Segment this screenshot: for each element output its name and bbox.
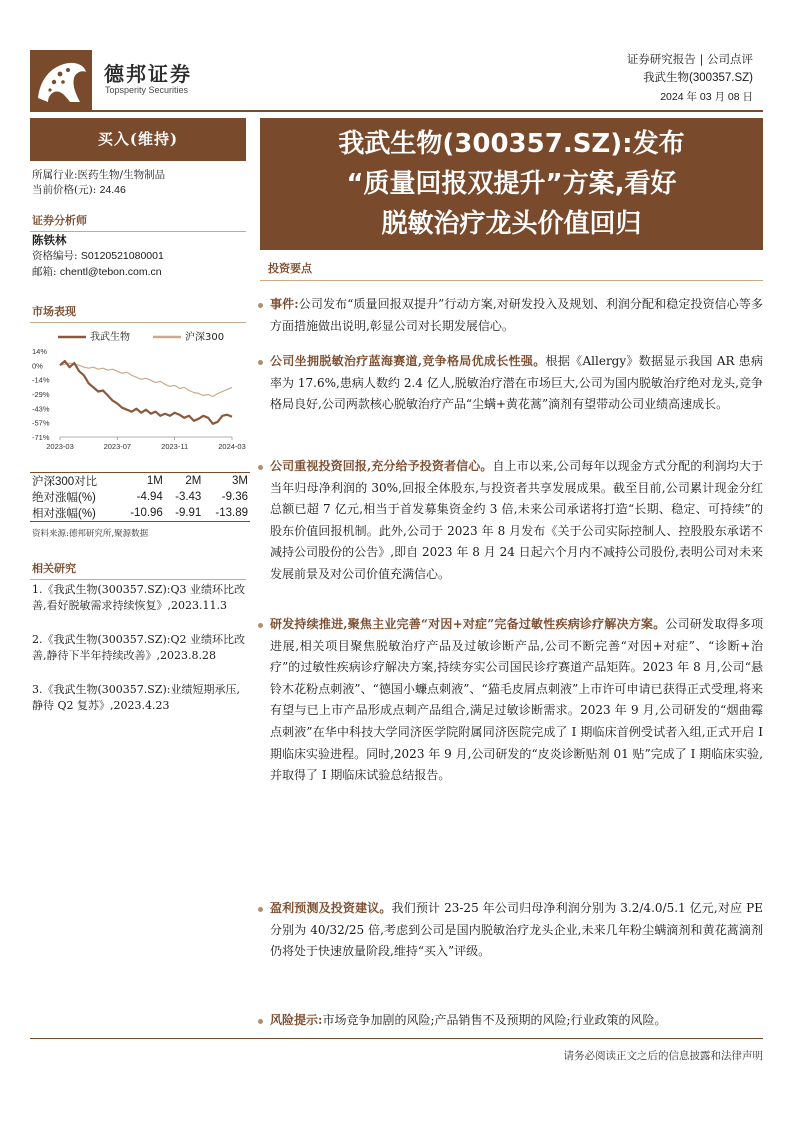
table-cell: 相对涨幅(%) <box>30 505 118 522</box>
table-cell: 绝对涨幅(%) <box>32 492 96 504</box>
legend-label: 沪深300 <box>185 332 225 343</box>
cert-value: S0120521080001 <box>80 250 164 262</box>
table-cell: -9.36 <box>221 491 248 503</box>
x-tick-label: 2023-11 <box>161 442 189 451</box>
related-report-link[interactable]: 1.《我武生物(300357.SZ):Q3 业绩环比改善,看好脱敏需求持续恢复》,2023.11.3 <box>32 583 245 612</box>
y-tick-label: -14% <box>32 375 50 385</box>
email-link[interactable]: chentl@tebon.com.cn <box>59 266 162 278</box>
y-tick-label: -29% <box>32 390 50 399</box>
report-title <box>260 118 763 250</box>
performance-table <box>30 472 250 522</box>
point-body: 我们预计 23-25 年公司归母净利润分别为 3.2/4.0/5.1 亿元,对应 PE 分别为 40/32/25 倍,考虑到公司是国内脱敏治疗龙头企业,未来几年粉尘螨滴剂和黄花蒿滴剂仍将处于快速放量阶段,维持“买入”评级。 <box>270 901 763 959</box>
related-section-title: 相关研究 <box>30 560 246 580</box>
point-heading: 公司重视投资回报,充分给予投资者信心。 <box>270 459 493 473</box>
point-heading: 事件: <box>270 297 299 311</box>
legend-label: 我武生物 <box>90 332 130 343</box>
bullet-icon <box>258 360 263 365</box>
key-point-event <box>270 294 763 337</box>
key-point-market <box>270 351 763 416</box>
key-point-returns <box>270 456 763 586</box>
table-header-row <box>30 473 250 490</box>
chart-series <box>60 361 232 424</box>
brand-name-en: Topsperity Securities <box>105 85 189 95</box>
y-tick-label: -71% <box>32 433 50 442</box>
bullet-icon <box>258 465 263 470</box>
industry-value: 医药生物/生物制品 <box>77 169 166 181</box>
chart-y-axis <box>32 347 50 442</box>
table-row <box>30 489 250 505</box>
x-tick-label: 2024-03 <box>218 442 246 451</box>
point-body: 公司发布“质量回报双提升”行动方案,对研发投入及规划、利润分配和稳定投资信心等多方面措施做出说明,彰显公司对长期发展信心。 <box>270 297 763 333</box>
email-label: 邮箱: <box>32 266 57 278</box>
email-line <box>32 265 162 279</box>
stock-performance-chart <box>30 325 250 455</box>
report-date: 2024 年 03 月 08 日 <box>660 91 753 103</box>
key-point-risk <box>270 1010 763 1032</box>
y-tick-label: 0% <box>32 361 43 371</box>
table-cell: -3.43 <box>175 491 202 503</box>
analyst-name: 陈铁林 <box>32 233 67 247</box>
point-heading: 公司坐拥脱敏治疗蓝海赛道,竞争格局优成长性强。 <box>270 354 546 368</box>
cert-line <box>32 249 164 263</box>
y-tick-label: -57% <box>32 418 50 428</box>
industry-label: 所属行业: <box>32 169 78 181</box>
report-type: 证券研究报告 | 公司点评 <box>626 52 753 66</box>
footer-disclaimer: 请务必阅读正文之后的信息披露和法律声明 <box>563 1050 763 1062</box>
key-point-forecast <box>270 898 763 963</box>
bullet-icon <box>258 623 263 628</box>
table-header-cell: 沪深300对比 <box>30 473 118 490</box>
market-section-title: 市场表现 <box>30 303 246 323</box>
bullet-icon <box>258 907 263 912</box>
point-heading: 风险提示: <box>270 1013 323 1027</box>
x-tick-label: 2023-03 <box>46 442 74 451</box>
related-report-link[interactable]: 3.《我武生物(300357.SZ):业绩短期承压,静待 Q2 复苏》,2023.4.23 <box>32 683 240 712</box>
point-body: 自上市以来,公司每年以现金方式分配的利润均大于当年归母净利润的 30%,回报全体股东,与投资者共享发展成果。截至目前,公司累计现金分红总额已超 7 亿元,相当于首发募集资金约 3 倍,未来公司承诺将打造“长期、稳定、可持续”的股东价值回报机制。此外,公司于 2023 年 8 月发布《关于公司实际控制人、控股股东承诺不减持公司股份的公告》,即自 2023 年 8 月 24 日起六个月内不减持公司股份,表明公司对未来发展前景及对公司价值充满信心。 <box>270 459 763 581</box>
title-line: 我武生物(300357.SZ):发布 <box>338 129 685 159</box>
table-header-cell: 1M <box>118 473 165 490</box>
table-cell: -13.89 <box>203 505 250 522</box>
data-source-note: 资料来源:德邦研究所,聚源数据 <box>32 529 149 539</box>
bullet-icon <box>258 1019 263 1024</box>
analyst-section-title: 证券分析师 <box>30 212 246 232</box>
leopard-logo-icon <box>30 50 92 110</box>
header-meta <box>627 50 753 107</box>
price-label: 当前价格(元): <box>32 184 97 196</box>
point-heading: 盈利预测及投资建议。 <box>270 901 392 915</box>
header-divider <box>30 110 763 112</box>
related-report-link[interactable]: 2.《我武生物(300357.SZ):Q2 业绩环比改善,静待下半年持续改善》,2023.8.28 <box>32 633 245 662</box>
table-header-cell: 3M <box>203 473 250 490</box>
x-tick-label: 2023-07 <box>103 442 132 451</box>
company-code: 我武生物(300357.SZ) <box>643 72 753 84</box>
key-point-rnd <box>270 614 763 787</box>
brand-logo <box>30 50 215 110</box>
table-cell: -4.94 <box>136 491 163 503</box>
y-tick-label: 14% <box>32 347 48 356</box>
industry-line <box>32 168 165 182</box>
chart-legend <box>58 330 224 343</box>
title-line: 脱敏治疗龙头价值回归 <box>381 209 642 239</box>
point-body: 市场竞争加剧的风险;产品销售不及预期的风险;行业政策的风险。 <box>322 1013 667 1027</box>
series-line <box>60 361 232 424</box>
key-points-title: 投资要点 <box>260 256 763 281</box>
table-cell: -9.91 <box>165 505 204 522</box>
table-cell: -10.96 <box>118 505 165 522</box>
point-body: 公司研发取得多项进展,相关项目聚焦脱敏治疗产品及过敏诊断产品,公司不断完善“对因+对症”、“诊断+治疗”的过敏性疾病诊疗解决方案,持续夯实公司国民诊疗赛道产品矩阵。2023 年 8 月,公司“悬铃木花粉点刺液”、“德国小蠊点刺液”、“猫毛皮屑点刺液”上市许可申请已获得正式受理,将来有望与已上市产品形成点刺产品组合,满足过敏诊断需求。2023 年 9 月,公司研发的“烟曲霉点刺液”在华中科技大学同济医学院附属同济医院完成了 I 期临床首例受试者入组,正式开启 I 期临床实验进程。同时,2023 年 9 月,公司研发的“皮炎诊断贴剂 01 贴”完成了 I 期临床实验,并取得了 I 期临床试验总结报告。 <box>270 617 763 783</box>
point-body: 根据《Allergy》数据显示我国 AR 患病率为 17.6%,患病人数约 2.4 亿人,脱敏治疗潜在市场巨大,公司为国内脱敏治疗绝对龙头,竞争格局良好,公司两款核心脱敏治疗产品“尘螨+黄花蒿”滴剂有望带动公司业绩高速成长。 <box>270 354 763 412</box>
price-value: 24.46 <box>99 184 126 196</box>
title-line: “质量回报双提升”方案,看好 <box>346 169 677 199</box>
y-tick-label: -43% <box>32 404 50 414</box>
bullet-icon <box>258 303 263 308</box>
table-row <box>30 505 250 522</box>
cert-label: 资格编号: <box>32 250 78 262</box>
point-heading: 研发持续推进,聚焦主业完善“对因+对症”完备过敏性疾病诊疗解决方案。 <box>270 617 666 631</box>
footer-divider <box>30 1038 763 1039</box>
price-line <box>32 183 126 197</box>
brand-name-cn: 德邦证券 <box>104 62 192 86</box>
table-header-cell: 2M <box>165 473 204 490</box>
chart-x-axis <box>46 437 246 451</box>
rating-badge: 买入(维持) <box>30 118 246 161</box>
